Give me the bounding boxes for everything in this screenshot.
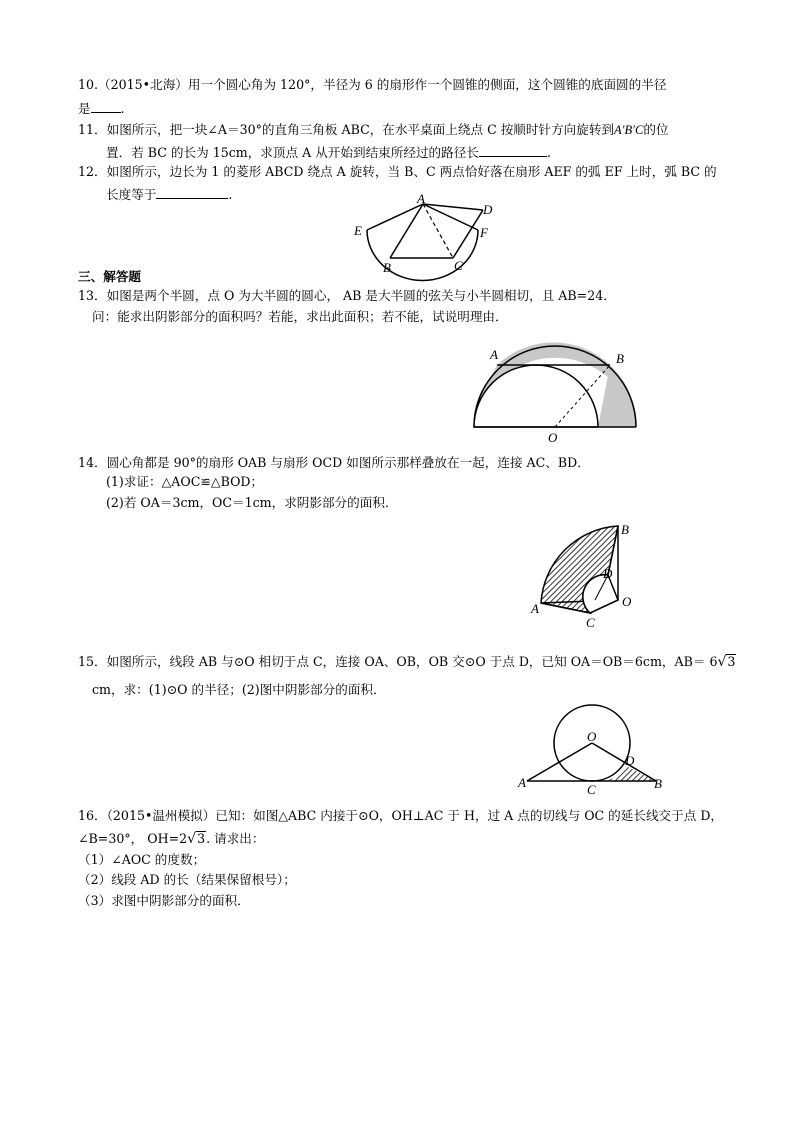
q14-part1: (1)求证：△AOC≌△BOD； — [106, 474, 264, 489]
q10-line2 — [78, 100, 125, 117]
q11-line2-end: . — [546, 145, 551, 160]
q15-label-c: C — [587, 782, 596, 797]
q10-line2-text: 是 — [78, 101, 91, 116]
q11-triangle-label: A′B′C — [614, 123, 644, 137]
q12-label-a: A — [417, 191, 425, 206]
q15-line-oa — [527, 743, 592, 781]
q13-line1: 13．如图是两个半圆，点 O 为大半圆的圆心， AB 是大半圆的弦关与小半圆相切，且 AB=24． — [78, 288, 616, 303]
q10-line1: 10.（2015•北海）用一个圆心角为 120°，半径为 6 的扇形作一个圆锥的侧面，这个圆锥的底面圆的半径 — [78, 77, 667, 92]
q12-line1: 12．如图所示，边长为 1 的菱形 ABCD 绕点 A 旋转，当 B、C 两点恰好落在扇形 AEF 的弧 EF 上时，弧 BC 的 — [78, 164, 717, 179]
q14-line1: 14．圆心角都是 90°的扇形 OAB 与扇形 OCD 如图所示那样叠放在一起，连接 AC、BD． — [78, 455, 590, 470]
q13-figure — [470, 345, 645, 445]
q11-line2 — [106, 144, 551, 161]
q14-label-a: A — [531, 601, 539, 616]
q12-label-d: D — [483, 202, 493, 217]
q12-line2-text: 长度等于 — [106, 187, 157, 202]
q16-line2-text: ∠B=30°， OH=2 — [78, 831, 188, 846]
q12-label-c: C — [454, 258, 463, 273]
q10-line2-end: . — [120, 101, 125, 116]
q14-label-c: C — [586, 615, 595, 630]
q16-line2-end: . 请求出： — [206, 831, 265, 846]
q14-part2: (2)若 OA＝3cm，OC＝1cm，求阴影部分的面积． — [106, 495, 398, 510]
q15-sqrt-value: 3 — [727, 654, 736, 669]
q12-label-f: F — [480, 225, 488, 240]
q15-line1-text: 15．如图所示，线段 AB 与⊙O 相切于点 C，连接 OA、OB，OB 交⊙O 于点 D，已知 OA＝OB＝6cm，AB＝ 6 — [78, 654, 718, 669]
q15-label-d: D — [625, 753, 635, 768]
q14-label-d: D — [603, 566, 613, 581]
q15-label-b: B — [654, 776, 662, 791]
q15-label-o: O — [587, 729, 597, 744]
q15-line1: 15．如图所示，线段 AB 与⊙O 相切于点 C，连接 OA、OB，OB 交⊙O 于点 D，已知 OA＝OB＝6cm，AB＝ 6√3 — [78, 654, 736, 670]
q15-line2: cm，求：(1)⊙O 的半径；(2)图中阴影部分的面积． — [92, 682, 386, 697]
q16-part2: （2）线段 AD 的长（结果保留根号）； — [78, 872, 296, 887]
q12-figure — [350, 192, 510, 277]
q12-label-b: B — [383, 260, 391, 275]
q16-line1: 16．（2015•温州模拟）已知：如图△ABC 内接于⊙O，OH⊥AC 于 H，过 A 点的切线与 OC 的延长线交于点 D， — [78, 808, 724, 823]
q11-answer-blank — [479, 144, 547, 157]
q12-answer-blank — [156, 186, 228, 199]
q16-sqrt-value: 3 — [197, 831, 206, 846]
q12-line-af — [423, 204, 478, 230]
q16-part3: （3）求图中阴影部分的面积． — [78, 893, 250, 908]
q11-line1 — [78, 122, 669, 138]
q15-label-a: A — [518, 775, 526, 790]
q11-line2-text: 置．若 BC 的长为 15cm，求顶点 A 从开始到结束所经过的路径长 — [106, 145, 479, 160]
q11-line1-text: 11．如图所示，把一块∠A＝30°的直角三角板 ABC，在水平桌面上绕点 C 按顺时针方向旋转到 — [78, 122, 615, 137]
q11-line1-end: 的位 — [643, 122, 669, 137]
q12-line2 — [106, 186, 232, 203]
q13-label-a: A — [490, 347, 498, 362]
q12-line2-end: . — [228, 187, 233, 202]
q16-line2: ∠B=30°， OH=2√3. 请求出： — [78, 831, 265, 847]
q13-label-b: B — [616, 351, 624, 366]
q16-part1: （1）∠AOC 的度数； — [78, 852, 206, 867]
q14-label-b: B — [621, 522, 629, 537]
q15-figure — [515, 705, 670, 795]
q12-line-ad — [423, 204, 483, 210]
q12-line-ac-dashed — [423, 204, 453, 258]
section-title: 三、解答题 — [78, 269, 141, 284]
q14-label-o: O — [622, 594, 632, 609]
q10-answer-blank — [91, 100, 121, 113]
q12-label-e: E — [354, 223, 362, 238]
q14-figure — [530, 520, 645, 630]
q13-line2: 问：能求出阴影部分的面积吗？若能，求出此面积；若不能，试说明理由． — [92, 309, 508, 324]
q13-label-o: O — [548, 430, 558, 445]
